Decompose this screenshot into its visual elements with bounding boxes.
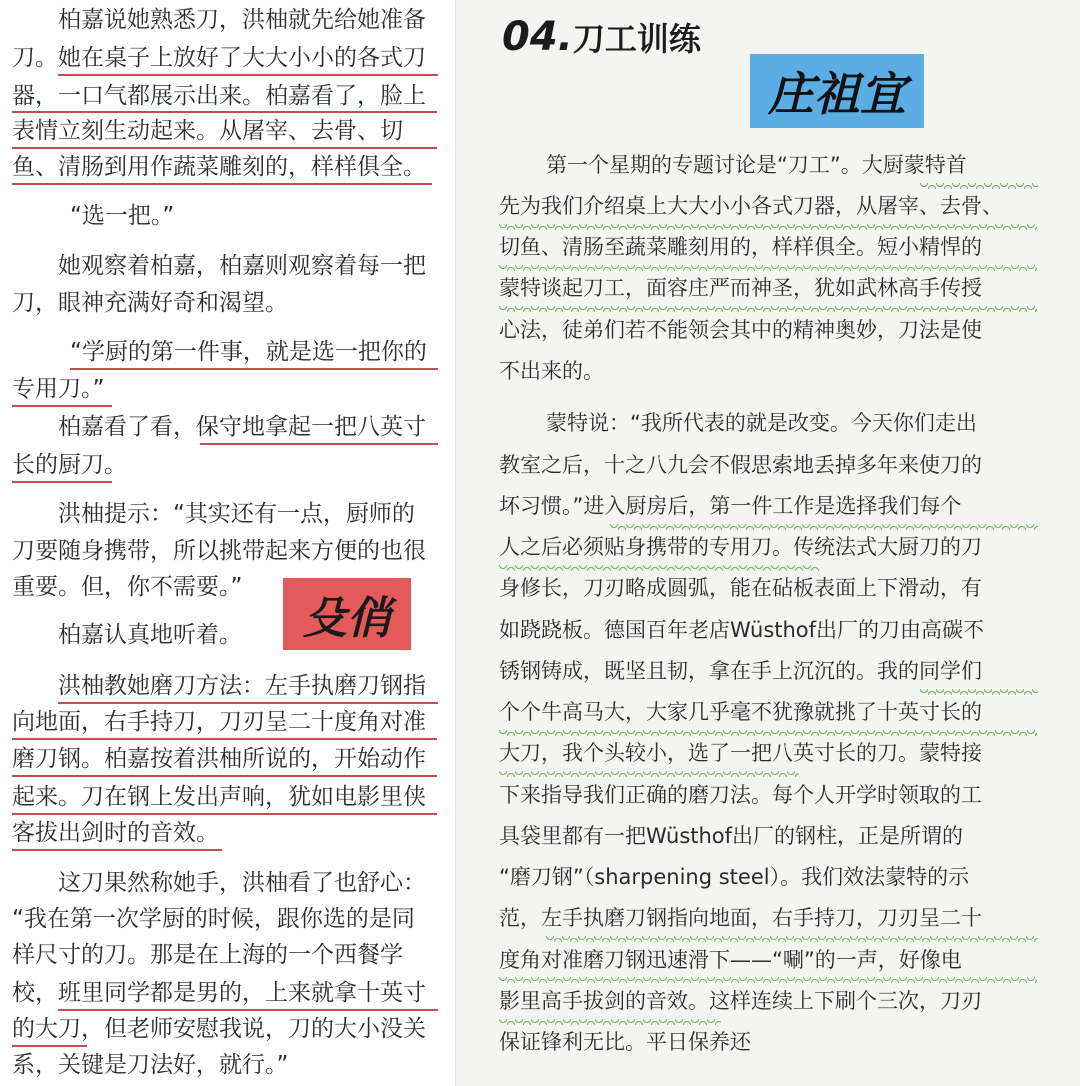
highlight-underline xyxy=(12,111,437,113)
highlight-wavy-underline xyxy=(499,565,819,571)
highlight-underline xyxy=(58,1009,438,1011)
right-line: 不出来的。 xyxy=(499,359,604,383)
left-line: 向地面，右手持刀，刀刃呈二十度角对准 xyxy=(12,709,426,735)
right-line: 影里高手拔剑的音效。这样连续上下刷个三次，刀刃 xyxy=(499,989,982,1013)
highlight-wavy-underline xyxy=(499,730,1037,736)
right-line: 具袋里都有一把Wüsthof出厂的钢柱，正是所谓的 xyxy=(499,824,964,848)
right-line: 蒙特说：“我所代表的就是改变。今天你们走出 xyxy=(546,411,977,435)
section-number: 04. xyxy=(502,14,573,60)
left-line: 起来。刀在钢上发出声响，犹如电影里侠 xyxy=(12,784,426,810)
highlight-underline xyxy=(12,147,437,149)
right-line: 第一个星期的专题讨论是“刀工”。大厨蒙特首 xyxy=(546,153,967,177)
highlight-wavy-underline xyxy=(499,1019,721,1025)
author-label-stamp: 庄祖宜 xyxy=(750,54,924,128)
left-line: 表情立刻生动起来。从屠宰、去骨、切 xyxy=(12,118,403,144)
right-line: 心法，徒弟们若不能领会其中的精神奥妙，刀法是使 xyxy=(499,318,982,342)
highlight-wavy-underline xyxy=(499,224,1037,230)
highlight-underline xyxy=(12,738,437,740)
left-line: 柏嘉认真地听着。 xyxy=(58,622,242,648)
highlight-wavy-underline xyxy=(499,306,1037,312)
highlight-wavy-underline xyxy=(499,265,1037,271)
left-line: 专用刀。” xyxy=(12,376,105,402)
left-line: 洪柚提示：“其实还有一点，厨师的 xyxy=(58,501,415,527)
highlight-underline xyxy=(12,481,112,483)
left-line: 重要。但，你不需要。” xyxy=(12,574,243,600)
highlight-underline xyxy=(12,813,437,815)
left-line: 客拔出剑时的音效。 xyxy=(12,820,219,846)
highlight-wavy-underline xyxy=(920,689,1038,695)
highlight-wavy-underline xyxy=(610,524,1038,530)
highlight-wavy-underline xyxy=(546,936,1038,942)
highlight-underline xyxy=(70,368,438,370)
left-line: 洪柚教她磨刀方法：左手执磨刀钢指 xyxy=(58,673,426,699)
highlight-underline xyxy=(12,183,432,185)
left-line: “我在第一次学厨的时候，跟你选的是同 xyxy=(12,906,415,932)
highlight-underline xyxy=(12,1045,87,1047)
highlight-underline xyxy=(12,405,112,407)
left-line: 刀。她在桌子上放好了大大小小的各式刀 xyxy=(12,45,426,71)
left-line: 系，关键是刀法好，就行。” xyxy=(12,1052,289,1078)
left-line: 器，一口气都展示出来。柏嘉看了，脸上 xyxy=(12,83,426,109)
highlight-wavy-underline xyxy=(499,977,1037,983)
left-line: 柏嘉说她熟悉刀，洪柚就先给她准备 xyxy=(58,7,426,33)
left-line: 的大刀，但老师安慰我说，刀的大小没关 xyxy=(12,1016,426,1042)
right-line: 身修长，刀刃略成圆弧，能在砧板表面上下滑动，有 xyxy=(499,576,982,600)
right-line: 范，左手执磨刀钢指向地面，右手持刀，刀刃呈二十 xyxy=(499,906,982,930)
right-line: 教室之后，十之八九会不假思索地丢掉多年来使刀的 xyxy=(499,453,982,477)
right-line: 个个牛高马大，大家几乎毫不犹豫就挑了十英寸长的 xyxy=(499,700,982,724)
highlight-underline xyxy=(58,702,438,704)
author-label-stamp: 殳俏 xyxy=(283,578,411,650)
left-line: 这刀果然称她手，洪柚看了也舒心： xyxy=(58,870,426,896)
left-line: 校，班里同学都是男的，上来就拿十英寸 xyxy=(12,980,426,1006)
section-heading xyxy=(502,14,701,60)
right-line: 先为我们介绍桌上大大小小各式刀器，从屠宰、去骨、 xyxy=(499,194,1003,218)
highlight-wavy-underline xyxy=(499,771,799,777)
right-line: 人之后必须贴身携带的专用刀。传统法式大厨刀的刀 xyxy=(499,535,982,559)
right-line: 下来指导我们正确的磨刀法。每个人开学时领取的工 xyxy=(499,783,982,807)
left-line: 样尺寸的刀。那是在上海的一个西餐学 xyxy=(12,942,403,968)
left-excerpt-panel xyxy=(0,0,456,1086)
right-line: 如跷跷板。德国百年老店Wüsthof出厂的刀由高碳不 xyxy=(499,618,985,642)
highlight-wavy-underline xyxy=(920,183,1038,189)
left-line: 柏嘉看了看，保守地拿起一把八英寸 xyxy=(58,414,426,440)
highlight-underline xyxy=(12,775,437,777)
right-line: 度角对准磨刀钢迅速滑下——“唰”的一声，好像电 xyxy=(499,948,962,972)
right-line: 坏习惯。”进入厨房后，第一件工作是选择我们每个 xyxy=(499,494,962,518)
left-line: 鱼、清肠到用作蔬菜雕刻的，样样俱全。 xyxy=(12,154,426,180)
left-line: “选一把。” xyxy=(70,203,175,229)
left-line: 她观察着柏嘉，柏嘉则观察着每一把 xyxy=(58,253,426,279)
left-line: 刀要随身携带，所以挑带起来方便的也很 xyxy=(12,538,426,564)
left-line: 磨刀钢。柏嘉按着洪柚所说的，开始动作 xyxy=(12,746,426,772)
left-line: 长的厨刀。 xyxy=(12,452,127,478)
highlight-underline xyxy=(12,849,222,851)
left-line: 刀，眼神充满好奇和渴望。 xyxy=(12,290,288,316)
right-line: “磨刀钢”（sharpening steel）。我们效法蒙特的示 xyxy=(499,865,970,889)
highlight-underline xyxy=(58,74,438,76)
watermark-overlay xyxy=(820,1040,1080,1080)
left-line: “学厨的第一件事，就是选一把你的 xyxy=(70,339,427,365)
right-line: 大刀，我个头较小，选了一把八英寸长的刀。蒙特接 xyxy=(499,741,982,765)
highlight-underline xyxy=(200,443,438,445)
right-line: 蒙特谈起刀工，面容庄严而神圣，犹如武林高手传授 xyxy=(499,276,982,300)
right-line: 锈钢铸成，既坚且韧，拿在手上沉沉的。我的同学们 xyxy=(499,659,982,683)
right-line: 保证锋利无比。平日保养还 xyxy=(499,1030,751,1054)
right-line: 切鱼、清肠至蔬菜雕刻用的，样样俱全。短小精悍的 xyxy=(499,235,982,259)
section-title: 刀工训练 xyxy=(572,20,701,58)
